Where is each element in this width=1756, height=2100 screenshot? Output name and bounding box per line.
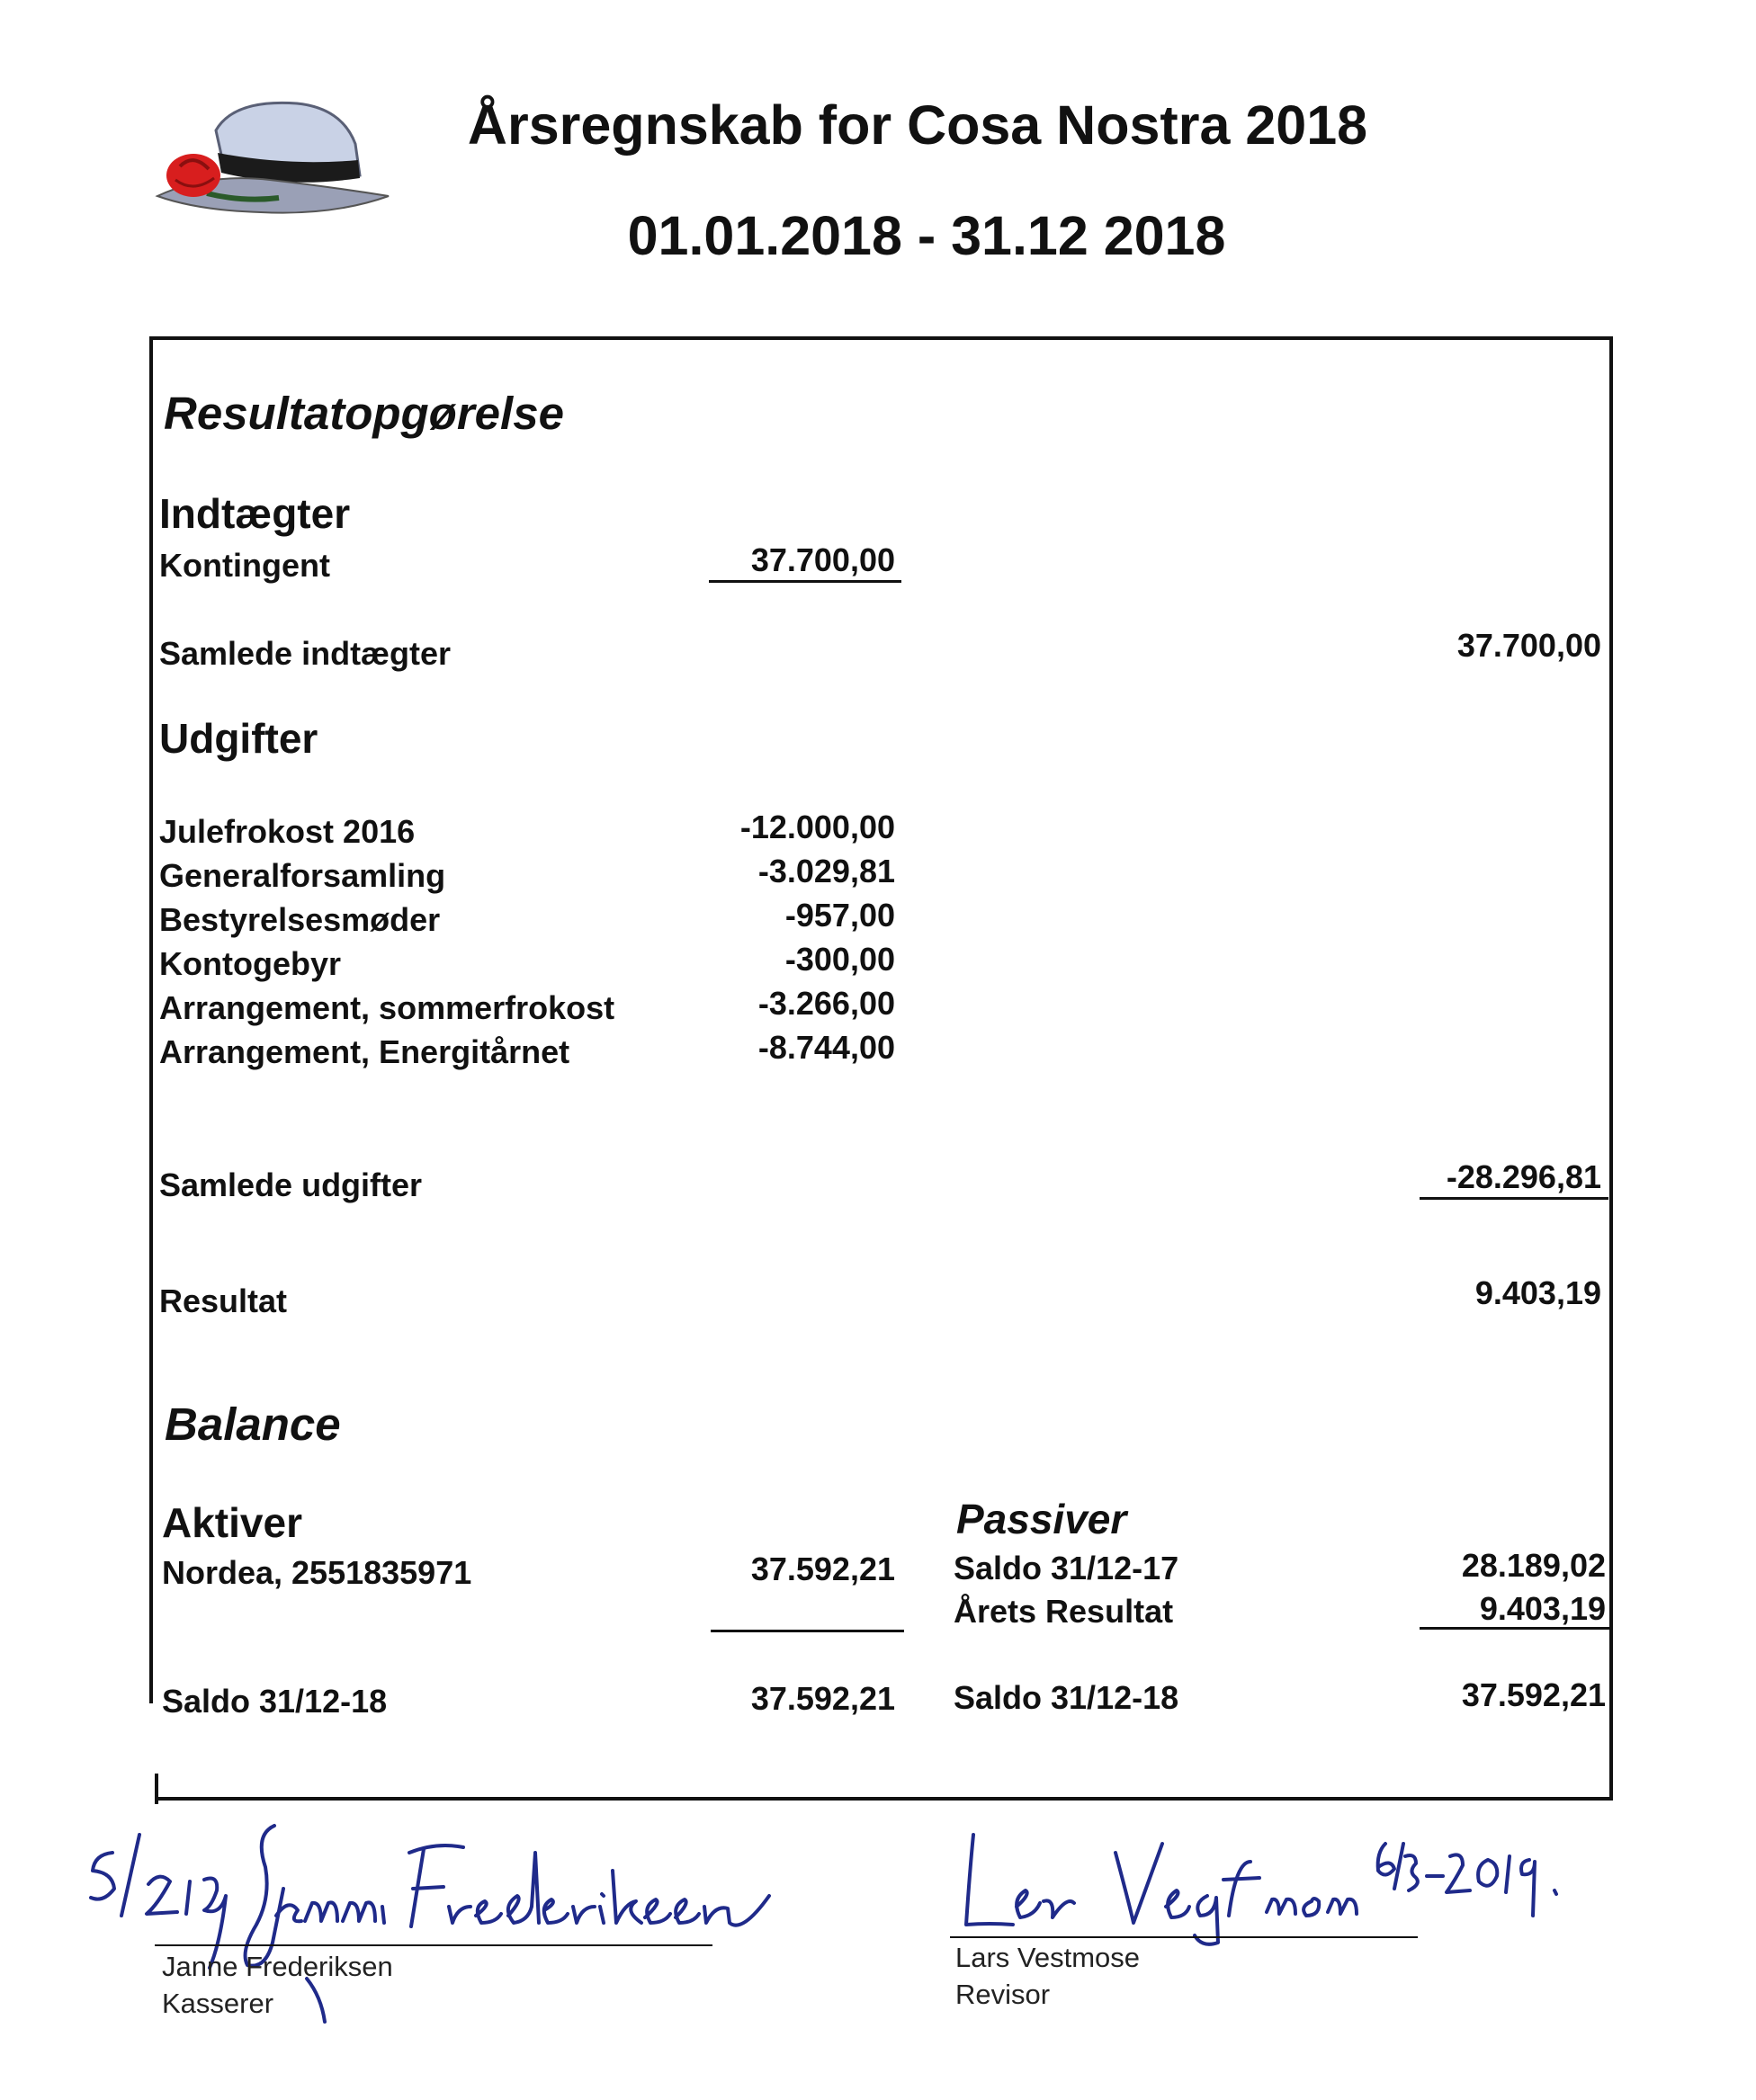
expense-heading: Udgifter [159,715,318,762]
left-signer-name: Janne Frederiksen [162,1951,393,1982]
income-item-label: Kontingent [159,547,330,584]
liabilities-heading: Passiver [956,1496,1127,1542]
income-heading: Indtægter [159,490,351,537]
expense-total-underline [1420,1197,1608,1200]
left-signature-line [155,1944,712,1946]
assets-item-label: Nordea, 2551835971 [162,1554,472,1591]
assets-item-amount: 37.592,21 [750,1550,895,1587]
liabilities-item-amount: 28.189,02 [1461,1547,1606,1584]
liabilities-total-label: Saldo 31/12-18 [954,1679,1179,1716]
frame-bottom-border [155,1797,1613,1801]
income-total-label: Samlede indtægter [159,635,452,672]
expense-item-amount: -8.744,00 [757,1029,895,1066]
assets-heading: Aktiver [162,1499,302,1546]
assets-underline [711,1630,904,1632]
expense-item-amount: -300,00 [784,941,895,978]
result-label: Resultat [159,1282,288,1319]
income-item-amount: 37.700,00 [750,541,895,578]
expense-total-amount: -28.296,81 [1446,1158,1601,1195]
expense-item-label: Generalforsamling [159,857,446,894]
expense-item-amount: -3.266,00 [757,985,895,1022]
section-heading-result: Resultatopgørelse [164,388,564,439]
expense-item-label: Arrangement, sommerfrokost [159,989,615,1026]
liabilities-total-amount: 37.592,21 [1461,1676,1606,1713]
right-signer-role: Revisor [955,1979,1051,2010]
expense-item-amount: -957,00 [784,897,895,934]
period-subtitle: 01.01.2018 - 31.12 2018 [627,205,1226,266]
right-signature-line [950,1936,1418,1938]
liabilities-item-label: Årets Resultat [954,1593,1174,1630]
right-signature-handwriting [954,1817,1583,1952]
income-total-amount: 37.700,00 [1456,627,1601,664]
assets-total-label: Saldo 31/12-18 [162,1683,388,1720]
page-title: Årsregnskab for Cosa Nostra 2018 [467,94,1368,156]
expense-total-label: Samlede udgifter [159,1166,423,1203]
right-signer-name: Lars Vestmose [955,1942,1141,1973]
left-signer-role: Kasserer [162,1988,274,2019]
liabilities-underline [1420,1627,1610,1630]
expense-item-label: Bestyrelsesmøder [159,901,441,938]
expense-item-amount: -12.000,00 [739,809,895,845]
section-heading-balance: Balance [165,1399,341,1450]
expense-item-label: Julefrokost 2016 [159,813,416,850]
result-amount: 9.403,19 [1474,1274,1601,1311]
expense-item-label: Kontogebyr [159,945,341,982]
expense-item-amount: -3.029,81 [757,853,895,889]
frame-right-border [1609,336,1613,1801]
liabilities-item-amount: 9.403,19 [1479,1590,1606,1627]
liabilities-item-label: Saldo 31/12-17 [954,1550,1179,1586]
frame-left-border [149,336,153,1703]
income-underline [709,580,901,583]
assets-total-amount: 37.592,21 [750,1680,895,1717]
frame-top-border [149,336,1613,340]
expense-item-label: Arrangement, Energitårnet [159,1033,570,1070]
